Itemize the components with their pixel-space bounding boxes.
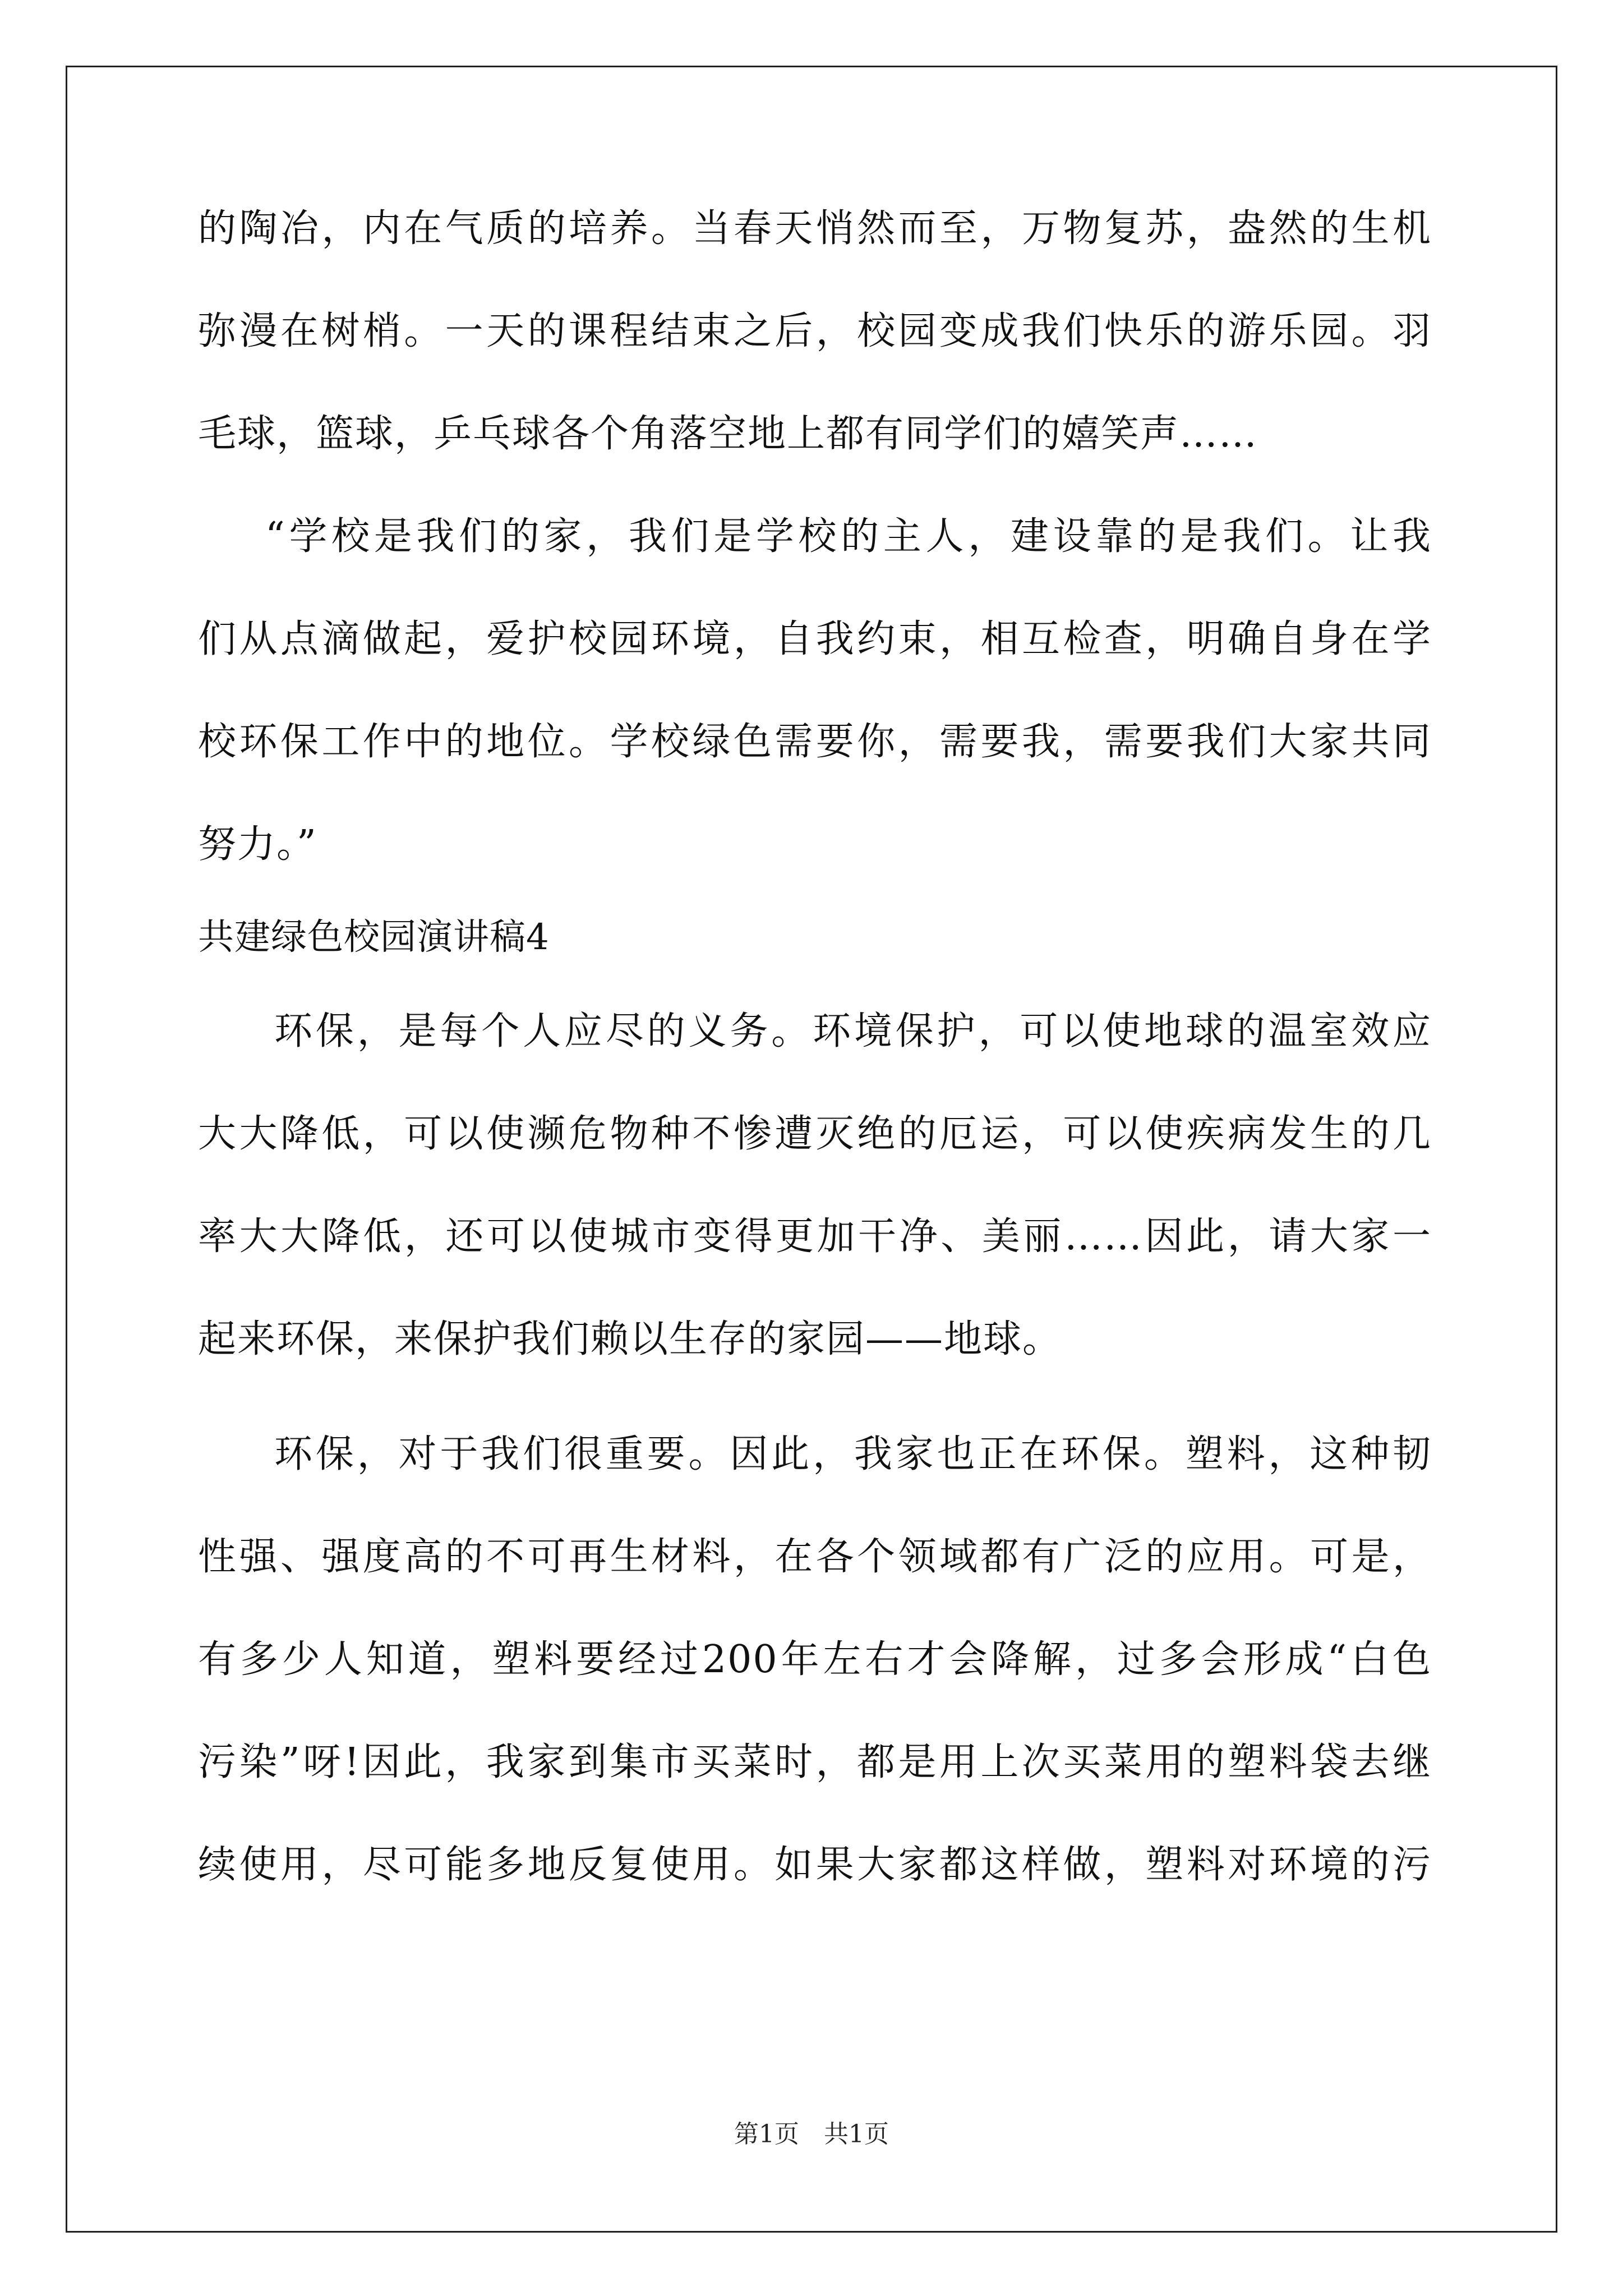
text-line: 污染”呀!因此，我家到集市买菜时，都是用上次买菜用的塑料袋去继: [198, 1740, 1432, 1784]
text-line: 环保，是每个人应尽的义务。环境保护，可以使地球的温室效应: [274, 1009, 1432, 1053]
text-line: 们从点滴做起，爱护校园环境，自我约束，相互检查，明确自身在学: [198, 617, 1432, 661]
section-heading: 共建绿色校园演讲稿4: [198, 917, 550, 958]
text-line: 环保，对于我们很重要。因此，我家也正在环保。塑料，这种韧: [274, 1432, 1432, 1476]
text-line: “学校是我们的家，我们是学校的主人，建设靠的是我们。让我: [265, 514, 1432, 559]
text-line: 有多少人知道，塑料要经过200年左右才会降解，过多会形成“白色: [198, 1637, 1432, 1682]
text-line: 努力。”: [198, 822, 317, 867]
text-line: 校环保工作中的地位。学校绿色需要你，需要我，需要我们大家共同: [198, 720, 1432, 764]
page-footer: 第1页 共1页: [734, 2120, 889, 2148]
text-line: 性强、强度高的不可再生材料，在各个领域都有广泛的应用。可是，: [198, 1535, 1432, 1579]
text-line: 率大大降低，还可以使城市变得更加干净、美丽……因此，请大家一: [198, 1214, 1432, 1259]
text-line: 续使用，尽可能多地反复使用。如果大家都这样做，塑料对环境的污: [198, 1843, 1432, 1887]
text-line: 起来环保，来保护我们赖以生存的家园——地球。: [198, 1317, 1062, 1361]
text-line: 大大降低，可以使濒危物种不惨遭灭绝的厄运，可以使疾病发生的几: [198, 1112, 1432, 1156]
document-body: [198, 206, 1432, 1888]
text-line: 弥漫在树梢。一天的课程结束之后，校园变成我们快乐的游乐园。羽: [198, 309, 1432, 353]
text-line: 的陶冶，内在气质的培养。当春天悄然而至，万物复苏，盎然的生机: [198, 206, 1432, 251]
text-line: 毛球，篮球，乒乓球各个角落空地上都有同学们的嬉笑声……: [198, 412, 1258, 456]
